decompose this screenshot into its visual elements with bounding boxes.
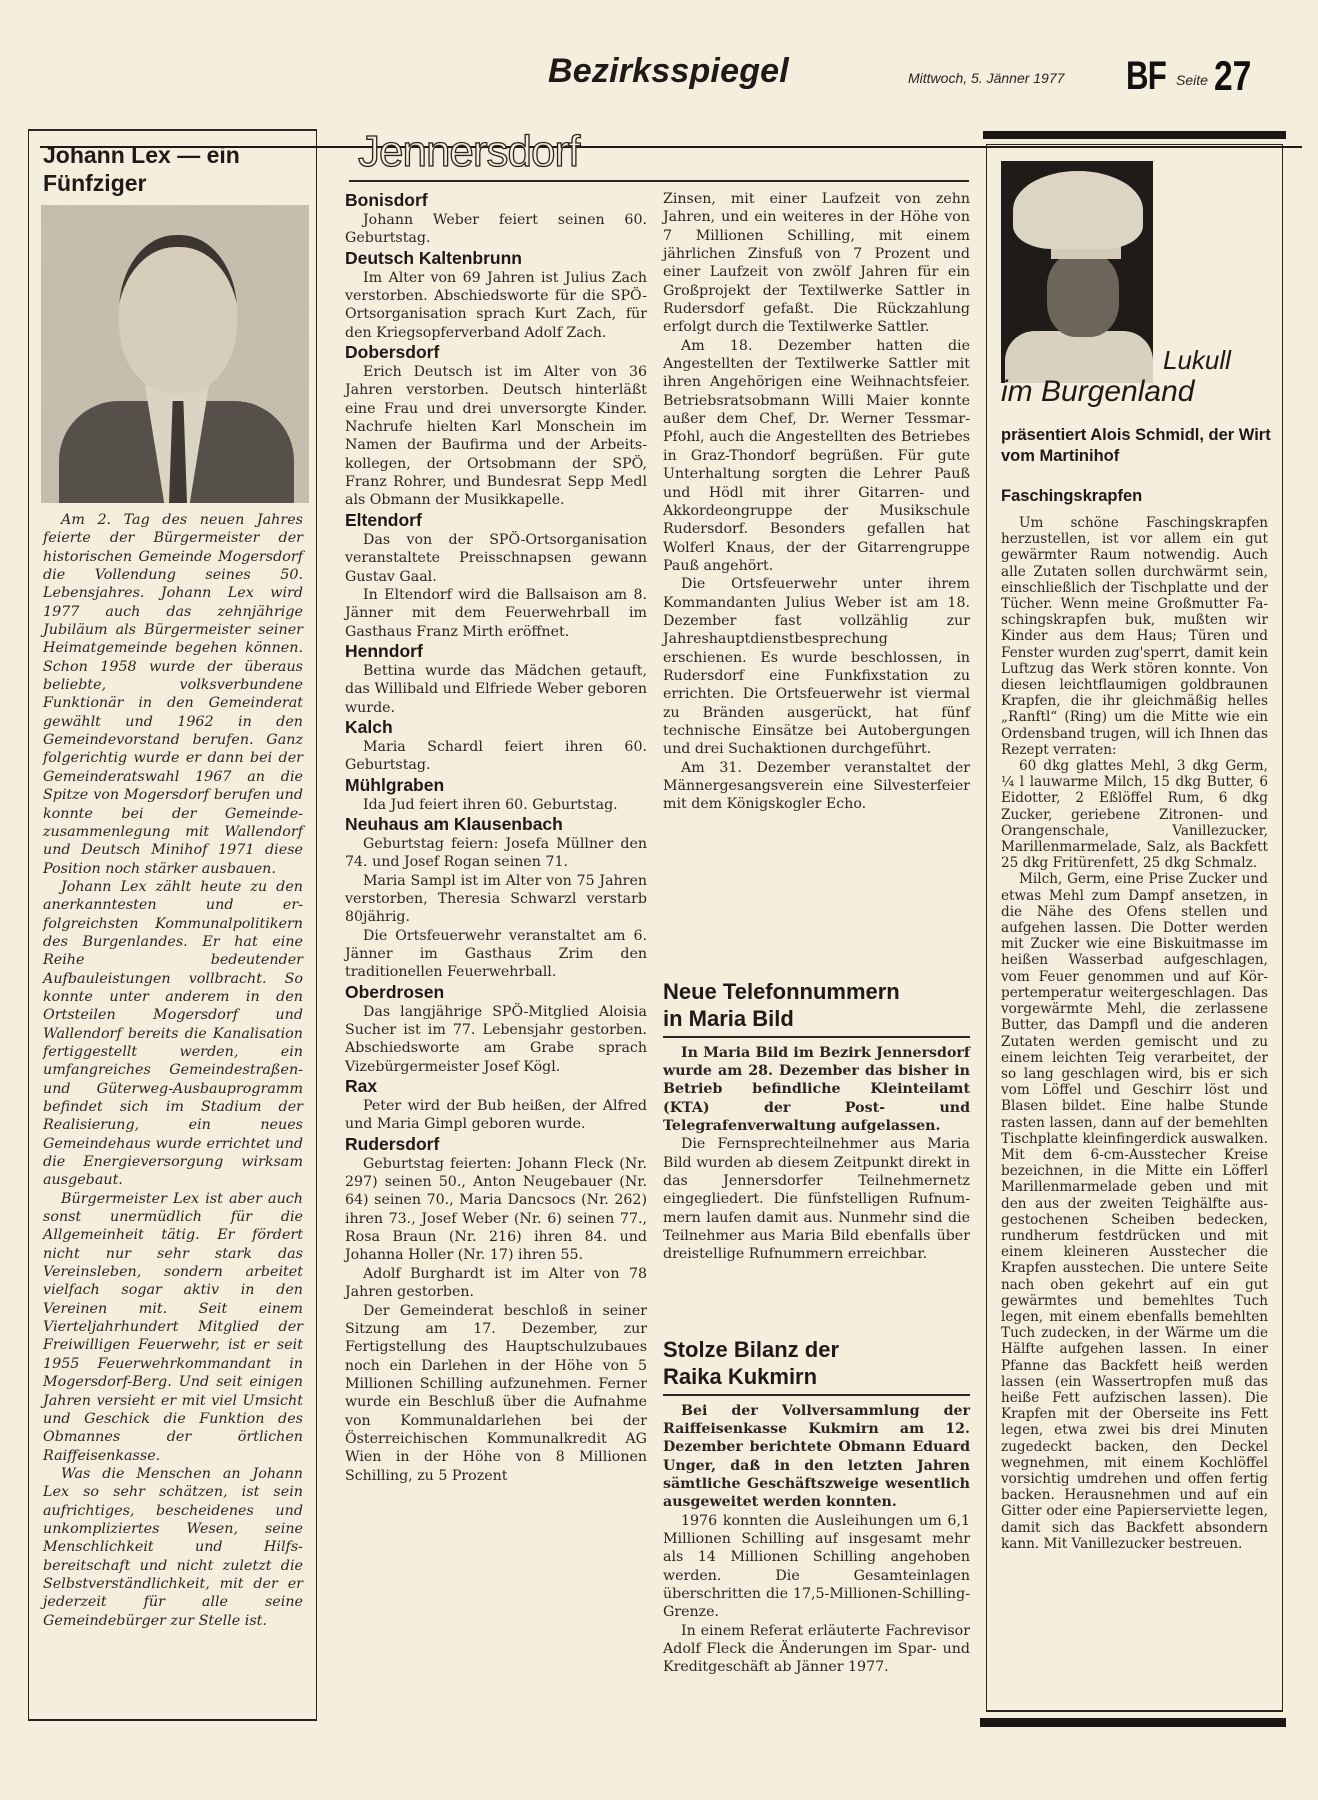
place-heading: Dobersdorf [345,342,440,363]
paragraph: Im Alter von 69 Jahren ist Julius Zach verstorben. Abschiedsworte für die SPÖ-Ortsorganisation sprach Kurt Zach, für den Kriegsopferverband Adolf Zach. [345,269,647,341]
paragraph: Am 2. Tag des neuen Jahres feierte der Bürgermeister der historischen Gemeinde Mogersdorf die Vollendung seines 50. Lebensjahres. Johann Lex wird 1977 auch das zehnjährige Jubiläum als Bürgermeister seiner Heimatgemeinde begehen können. Schon 1958 wurde der überaus beliebte, volksverbundene Funktionär in den Gemeinderat gewählt und 1962 in den Gemeindevorstand berufen. Ganz folgerichtig wurde er dann bei der Gemeinderatswahl 1967 an die Spitze von Mogersdorf berufen und konnte bei der Gemeindezusammenlegung mit Wallendorf und Deutsch Minihof 1971 diese Position noch stärker ausbauen. [43,512,303,877]
paragraph: Zinsen, mit einer Laufzeit von zehn Jahren, und ein weiteres in der Höhe von 7 Millionen Schilling, mit einem jährlichen Zinsfuß von 7 Prozent und einer Laufzeit von zwölf Jahren für ein Großprojekt der Textilwerke Sattler in Rudersdorf gefaßt. Die Rückzahlung erfolgt durch die Textilwerke Sattler. [663,191,970,336]
place-heading: Bonisdorf [345,190,428,210]
article-title-line: Neue Telefonnummern [663,979,900,1004]
paragraph: Ida Jud feiert ihren 60. Geburtstag. [363,796,618,813]
local-news-continued [663,190,970,814]
paragraph: Bettina wurde das Mädchen getauft, das Willibald und Elfriede Weber geboren wurde. [345,662,647,716]
article-telefonnummern [663,978,970,1264]
paragraph: Die Fernsprechteilnehmer aus Maria Bild wurden ab diesem Zeitpunkt direkt in das Jennersdorfer Teilnehmernetz eingegliedert. Die fünfstelligen Rufnummern laufen damit aus. Nunmehr sind die Teilnehmer aus Maria Bild ebenfalls über dreistellige Rufnummern erreichbar. [663,1136,970,1263]
paragraph: Geburtstag feierten: Johann Fleck (Nr. 297) seinen 50., Anton Neugebauer (Nr. 64) seinen 70., Maria Dancsocs (Nr. 262) ihren 73., Josef Weber (Nr. 6) seinen 77., Rosa Braun (Nr. 216) ihren 84. und Johanna Holler (Nr. 17) ihren 55. [345,1155,647,1264]
masthead [28,48,1288,102]
place-heading: Deutsch Kaltenbrunn [345,247,522,268]
paragraph: Die Ortsfeuerwehr veranstaltet am 6. Jänner im Gasthaus Zrim den traditionellen Feuerwehrball. [345,927,647,981]
box-top-bar [983,131,1286,139]
article-title: Johann Lex — ein Fünfziger [43,142,240,196]
place-heading: Neuhaus am Klausenbach [345,813,563,834]
paragraph: Die Ortsfeuerwehr unter ihrem Kommandanten Julius Weber ist am 18. Dezember fast vollzählig zur Jahreshauptdienstbesprechung erschienen. Es wurde beschlossen, in Rudersdorf eine Funkfixstation zu errichten. Die Ortsfeuerwehr ist viermal zu Bränden ausgerückt, hat fünf technische Einsätze bei Autobergungen und drei Suchaktionen durchgeführt. [663,576,970,758]
place-heading: Rax [345,1076,378,1097]
paragraph: Am 18. Dezember hatten die Angestellten der Textilwerke Sattler mit ihren Angehörigen eine Weihnachtsfeier. Betriebsratsobmann Willi Maier konnte außer dem Chef, Dr. Werner Tessmar-Pfohl, auch die Angestellten des Betriebes in Graz-Thondorf begrüßen. Für gute Unterhaltung sorgten die Lehrer Pauß und Hödl mit ihrer Gitarren- und Akkordeongruppe der Musikschule Rudersdorf. Besonders gefallen hat Wolferl Knaus, der der Gitarrengruppe Pauß angehört. [663,337,970,574]
paragraph: Geburtstag feiern: Josefa Müllner den 74. und Josef Rogan seinen 71. [345,835,647,871]
lead-paragraph: Bei der Vollversammlung der Raiffeisenkasse Kukmirn am 12. Dezember berichtete Obmann Eduard Unger, daß in den letzten Jahren sämtliche Geschäftszweige wesentlich ausgeweitet werden konnten. [663,1402,970,1511]
paragraph: Bürgermeister Lex ist aber auch sonst unermüdlich für die Allgemeinheit tätig. Er fördert nicht nur sehr stark das Vereinsleben, sondern arbeitet vielfach sogar aktiv in den Vereinen mit. Seit einem Vierteljahrhundert Mitglied der Freiwilligen Feuerwehr, ist er seit 1955 Feuerwehrkommandant in Mogersdorf-Berg. Und seit einigen Jahren versieht er mit viel Umsicht und Geschick die Funktion des Obmannes der örtlichen Raiffeisenkasse. [43,1190,303,1464]
column-title-line: im Burgenland [1001,375,1195,408]
ingredients-paragraph: 60 dkg glattes Mehl, 3 dkg Germ, ¼ l lauwarme Milch, 15 dkg Butter, 6 Eidotter, 2 Eßlöffel Rum, 6 dkg Zucker, geriebene Zitronen- und Orangenschale, Vanillezucker, Marillenmarmelade, Salz, als Backfett 25 dkg Fritürenfett, 25 dkg Schmalz. [1001,758,1268,872]
recipe-body [1001,515,1268,1552]
paragraph: Um schöne Faschingskrapfen herzustellen, ist vor allem ein gut gewärmter Raum notwendig. Auch alle Zutaten sollen durchwärmt sein, einschließlich der Tischplatte und der Tücher. Wenn meine Großmutter Faschingskrapfen buk, mußten wir Kinder aus dem Haus; Türen und Fenster wurden zug'sperrt, damit kein Luftzug das Werk stören konnte. Von diesen leichtflaumigen goldbraunen Krapfen, die ihr gleichmäßig helles „Ranftl“ (Ring) um die Mitte wie ein Ordensband trugen, will ich Ihnen das Rezept verraten: [1001,515,1268,758]
paragraph: Das von der SPÖ-Ortsorganisation veranstaltete Preisschnapsen gewann Gustav Gaal. [345,531,647,585]
place-heading: Rudersdorf [345,1133,440,1154]
lead-paragraph: In Maria Bild im Bezirk Jennersdorf wurde am 28. Dezember das bisher in Betrieb befindliche Kleinteilamt (KTA) der Post- und Telegrafenverwaltung aufgelassen. [663,1044,970,1134]
paragraph: Der Gemeinderat beschloß in seiner Sitzung am 17. Dezember, zur Fertigstellung des Hauptschulzubaues noch ein Darlehen in der Höhe von 5 Millionen Schilling aufzunehmen. Ferner wurde ein Beschluß über die Aufnahme von Kommunaldarlehen bei der Österreichischen Kommunalkredit AG Wien in der Höhe von 8 Millionen Schilling, zu 5 Prozent [345,1302,647,1484]
paragraph: Peter wird der Bub heißen, der Alfred und Maria Gimpl geboren wurde. [345,1098,647,1133]
article-title-line: in Maria Bild [663,1006,794,1031]
portrait-photo [41,205,309,503]
place-heading: Oberdrosen [345,981,445,1002]
column-subtitle: präsentiert Alois Schmidl, der Wirt vom Martinihof [1001,426,1271,465]
chef-photo [1001,161,1153,383]
article-lukull-recipe [986,144,1283,1712]
paragraph: Maria Schardl feiert ihren 60. Geburtstag. [345,738,647,774]
page-label: Seite [1176,72,1208,88]
issue-date: Mittwoch, 5. Jänner 1977 [908,70,1065,86]
place-heading: Henndorf [345,640,423,661]
paragraph: Das langjährige SPÖ-Mitglied Aloisia Sucher ist im 77. Lebensjahr gestorben. Abschiedsworte am Grabe sprach Vizebürgermeister Josef Kögl. [345,1003,647,1075]
local-news-column [345,190,647,1485]
paragraph: Adolf Burghardt ist im Alter von 78 Jahren gestorben. [345,1265,647,1301]
page-number: 27 [1214,52,1252,99]
paragraph: Johann Lex zählt heute zu den anerkanntesten und erfolgreichsten Kommunalpolitikern des Burgenlandes. Er hat eine Reihe bedeutender Aufbauleistungen vollbracht. So konnte unter anderem in den Ortsteilen Mogersdorf und Wallendorf bereits die Kanalisation fertiggestellt werden, ein umfangreiches Gemeindestraßen- und Güterweg-Ausbauprogramm befindet sich im Stadium der Realisierung, ein neues Gemeindehaus wurde errichtet und die Energieversorgung wirksam ausgebaut. [43,878,303,1189]
paragraph: In einem Referat erläuterte Fachrevisor Adolf Fleck die Änderungen im Spar- und Kreditgeschäft ab Jänner 1977. [663,1622,970,1676]
paragraph: 1976 konnten die Ausleihungen um 6,1 Millionen Schilling auf insgesamt mehr als 14 Millionen Schilling angehoben werden. Die Gesamteinlagen überschritten die 17,5-Millionen-Schilling-Grenze. [663,1512,970,1621]
place-heading: Eltendorf [345,509,422,530]
article-title-line: Stolze Bilanz der [663,1337,840,1362]
title-rule [663,1394,970,1396]
heading-rule [349,180,969,182]
paragraph: Milch, Germ, eine Prise Zucker und etwas Mehl zum Dampf ansetzen, in die Nähe des Ofens stellen und aufgehen lassen. Die Dotter werden mit Zucker wie eine Biskuitmasse im heißen Wasserbad aufgeschlagen, vom Feuer genommen und auf Körpertemperatur weitergeschlagen. Das vorgewärmte Mehl, die zerlassene Butter, das Dampfl und die anderen Zutaten werden gemischt und zu einem leichten Teig verarbeitet, der so lang geschlagen wird, bis er sich vom Löffel und Geschirr löst und Blasen bildet. Eine halbe Stunde rasten lassen, dann auf der bemehlten Tischplatte kleinfingerdick auswalken. Mit dem 6-cm-Ausstecher Kreise bezeichnen, in die Mitte ein Löfferl Marillenmarmelade geben und mit den aus der zweiten Teighälfte ausgestochenen Scheiben bedecken, rundherum festdrücken und mit einem kleineren Ausstecher die Krapfen ausstechen. Die untere Seite nach oben gekehrt auf ein gut gewärmtes und bemehltes Tuch legen, mit einem ebenfalls bemehlten Tuch zudecken, in der Wärme um die Hälfte aufgehen lassen. In einer Pfanne das Backfett heiß werden lassen (ein Wassertropfen muß das heiße Fett aufzischen lassen). Die Krapfen mit der Oberseite ins Fett legen, etwa zwei bis drei Minuten zugedeckt backen, den Deckel wegnehmen, mit einem Kochlöffel vorsichtig umdrehen und offen fertig backen. Herausnehmen und auf ein Gitter oder eine Papierserviette legen, damit sich das Backfett absondern kann. Mit Vanillezucker bestreuen. [1001,871,1268,1552]
newspaper-logo: BF [1126,54,1167,98]
paragraph: Am 31. Dezember veranstaltet der Männergesangsverein eine Silvesterfeier mit dem Königskogler Echo. [663,759,970,813]
article-johann-lex [28,129,317,1721]
dish-title: Faschingskrapfen [1001,487,1143,505]
title-rule [663,1036,970,1038]
column-title-line: Lukull [1163,345,1231,375]
article-body [43,511,303,1630]
district-heading: Jennersdorf [358,127,580,176]
paragraph: Maria Sampl ist im Alter von 75 Jahren verstorben, Theresia Schwarzl verstarb 80jährig. [345,872,647,926]
paragraph: Was die Menschen an Johann Lex so sehr schätzen, ist sein aufrichtiges, bescheidenes und unkompliziertes Wesen, seine Menschlichkeit und Hilfsbereitschaft und nicht zuletzt die Selbstverständlichkeit, mit der er jederzeit für alle seine Gemeindebürger zur Stelle ist. [43,1465,303,1629]
paragraph: In Eltendorf wird die Ballsaison am 8. Jänner mit dem Feuerwehrball im Gasthaus Franz Mirth eröffnet. [345,586,647,640]
section-title: Bezirksspiegel [548,52,789,90]
place-heading: Kalch [345,716,393,737]
article-title-line: Raika Kukmirn [663,1364,818,1389]
paragraph: Johann Weber feiert seinen 60. Geburtstag. [345,212,647,247]
paragraph: Erich Deutsch ist im Alter von 36 Jahren verstorben. Deutsch hinterläßt eine Frau und drei unversorgte Kinder. Nachrufe hielten Karl Monschein im Namen der Baufirma und der Arbeitskollegen, der Ortsobmann der SPÖ, Franz Rohrer, und Bundesrat Sepp Medl als Obmann der Musikkapelle. [345,364,647,509]
box-bottom-bar [980,1718,1286,1727]
place-heading: Mühlgraben [345,774,445,795]
article-raika-kukmirn [663,1336,970,1677]
